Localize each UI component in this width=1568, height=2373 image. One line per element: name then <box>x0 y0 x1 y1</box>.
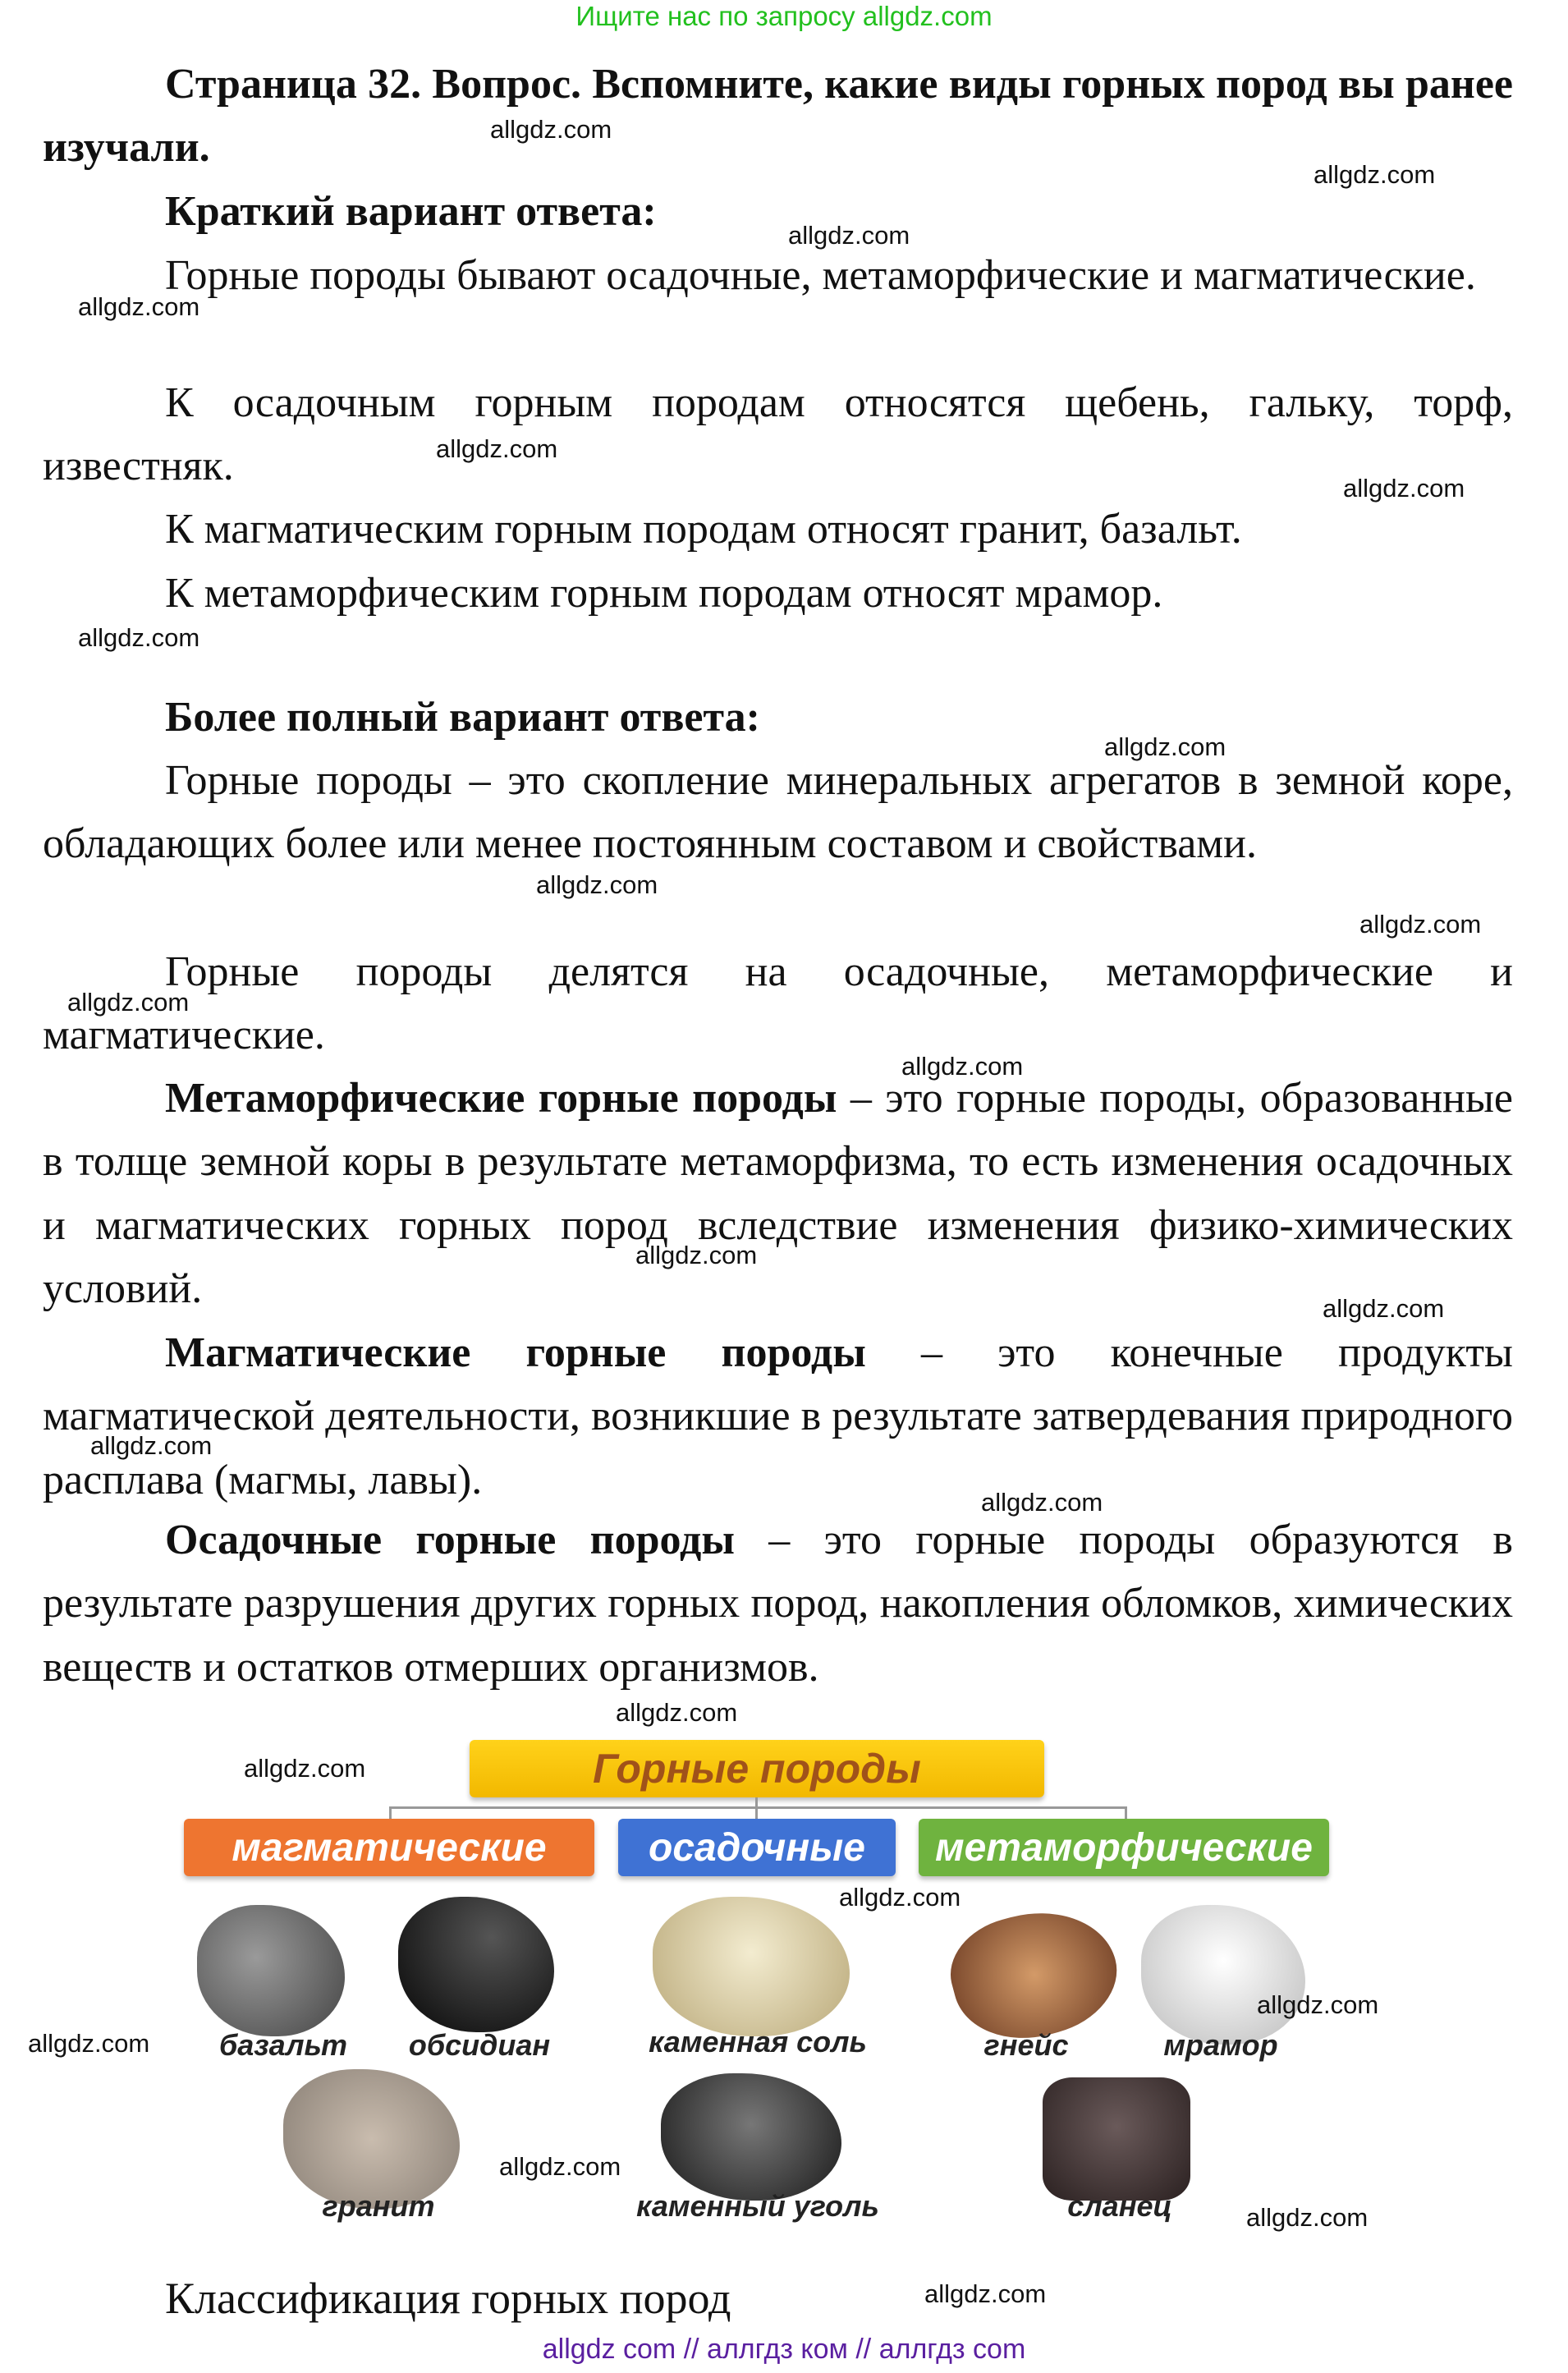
watermark: allgdz.com <box>1314 160 1436 189</box>
rock-label-obsidian: обсидиан <box>408 2028 551 2062</box>
obsidian-image <box>398 1897 554 2032</box>
slate-image <box>1043 2077 1190 2201</box>
definition: – это конечные продукты магматической деятельности, возникшие в результате затвердевания природного расплава (магмы, лавы). <box>43 1329 1513 1503</box>
term: Осадочные горные породы <box>165 1517 735 1563</box>
rock-label-marble: мрамор <box>1163 2028 1278 2062</box>
watermark: allgdz.com <box>490 115 612 144</box>
watermark: allgdz.com <box>839 1883 961 1912</box>
watermark: allgdz.com <box>28 2029 150 2058</box>
definition: – это горные породы, образованные в толще земной коры в результате метаморфизма, то есть изменения осадочных и магматических горных пород вследствие изменения физико-химических условий. <box>43 1075 1513 1313</box>
root-box: Горные породы <box>470 1740 1044 1797</box>
short-answer-heading: Краткий вариант ответа: <box>165 188 657 235</box>
category-sedimentary: осадочные <box>618 1819 896 1876</box>
watermark: allgdz.com <box>78 292 200 321</box>
watermark: allgdz.com <box>499 2152 621 2181</box>
rock-label-granite: гранит <box>322 2189 435 2223</box>
watermark: allgdz.com <box>536 870 658 899</box>
coal-image <box>661 2073 841 2201</box>
connector <box>1125 1806 1127 1819</box>
watermark: allgdz.com <box>67 988 190 1017</box>
short-answer-p4: К метаморфическим горным породам относят мрамор. <box>165 570 1163 617</box>
sedimentary-definition <box>43 1508 1513 1699</box>
rock-label-rock-salt: каменная соль <box>649 2025 867 2059</box>
connector <box>389 1806 1126 1809</box>
magmatic-definition <box>43 1321 1513 1512</box>
watermark: allgdz.com <box>90 1431 213 1460</box>
full-answer-p1: Горные породы – это скопление минеральных агрегатов в земной коре, обладающих более или менее постоянным составом и свойствами. <box>43 757 1513 868</box>
watermark: allgdz.com <box>244 1754 366 1783</box>
watermark: allgdz.com <box>901 1052 1024 1081</box>
term: Магматические горные породы <box>165 1329 866 1376</box>
rock-label-gneiss: гнейс <box>983 2028 1069 2062</box>
full-answer-heading: Более полный вариант ответа: <box>165 694 760 741</box>
marble-image <box>1141 1905 1305 2045</box>
short-answer-p2: К осадочным горным породам относятся щебень, гальку, торф, известняк. <box>43 379 1513 490</box>
watermark: allgdz.com <box>1104 732 1226 761</box>
watermark: allgdz.com <box>616 1698 738 1727</box>
page-title: Страница 32. Вопрос. Вспомните, какие виды горных пород вы ранее изучали. <box>43 61 1513 172</box>
watermark: allgdz.com <box>924 2279 1047 2308</box>
rock-label-slate: сланец <box>1067 2189 1172 2223</box>
term: Метаморфические горные породы <box>165 1075 837 1122</box>
watermark: allgdz.com <box>78 623 200 652</box>
granite-image <box>283 2069 460 2209</box>
rock-salt-image <box>653 1897 850 2036</box>
connector <box>389 1806 392 1819</box>
category-metamorphic: метаморфические <box>919 1819 1329 1876</box>
watermark: allgdz.com <box>1257 1990 1379 2019</box>
figure-caption: Классификация горных пород <box>165 2274 731 2323</box>
rock-label-coal: каменный уголь <box>636 2189 879 2223</box>
watermark: allgdz.com <box>1246 2203 1369 2232</box>
metamorphic-definition <box>43 1067 1513 1321</box>
footer-links[interactable]: allgdz com // аллгдз ком // аллгдз com <box>542 2334 1026 2365</box>
rock-label-basalt: базальт <box>218 2028 348 2062</box>
full-answer-p2: Горные породы делятся на осадочные, метаморфические и магматические. <box>43 948 1513 1059</box>
watermark: allgdz.com <box>788 221 910 250</box>
watermark: allgdz.com <box>635 1241 758 1269</box>
basalt-image <box>197 1905 345 2036</box>
watermark: allgdz.com <box>1359 910 1482 939</box>
short-answer-p1: Горные породы бывают осадочные, метаморфические и магматические. <box>165 252 1476 299</box>
definition: – это горные породы образуются в результате разрушения других горных пород, накопления обломков, химических веществ и остатков отмерших организмов. <box>43 1517 1513 1691</box>
watermark: allgdz.com <box>1323 1294 1445 1323</box>
watermark: allgdz.com <box>981 1488 1103 1517</box>
watermark: allgdz.com <box>1343 474 1465 503</box>
watermark: allgdz.com <box>436 434 558 463</box>
short-answer-p3: К магматическим горным породам относят гранит, базальт. <box>165 506 1242 553</box>
search-banner[interactable]: Ищите нас по запросу allgdz.com <box>575 1 993 31</box>
category-magmatic: магматические <box>184 1819 594 1876</box>
